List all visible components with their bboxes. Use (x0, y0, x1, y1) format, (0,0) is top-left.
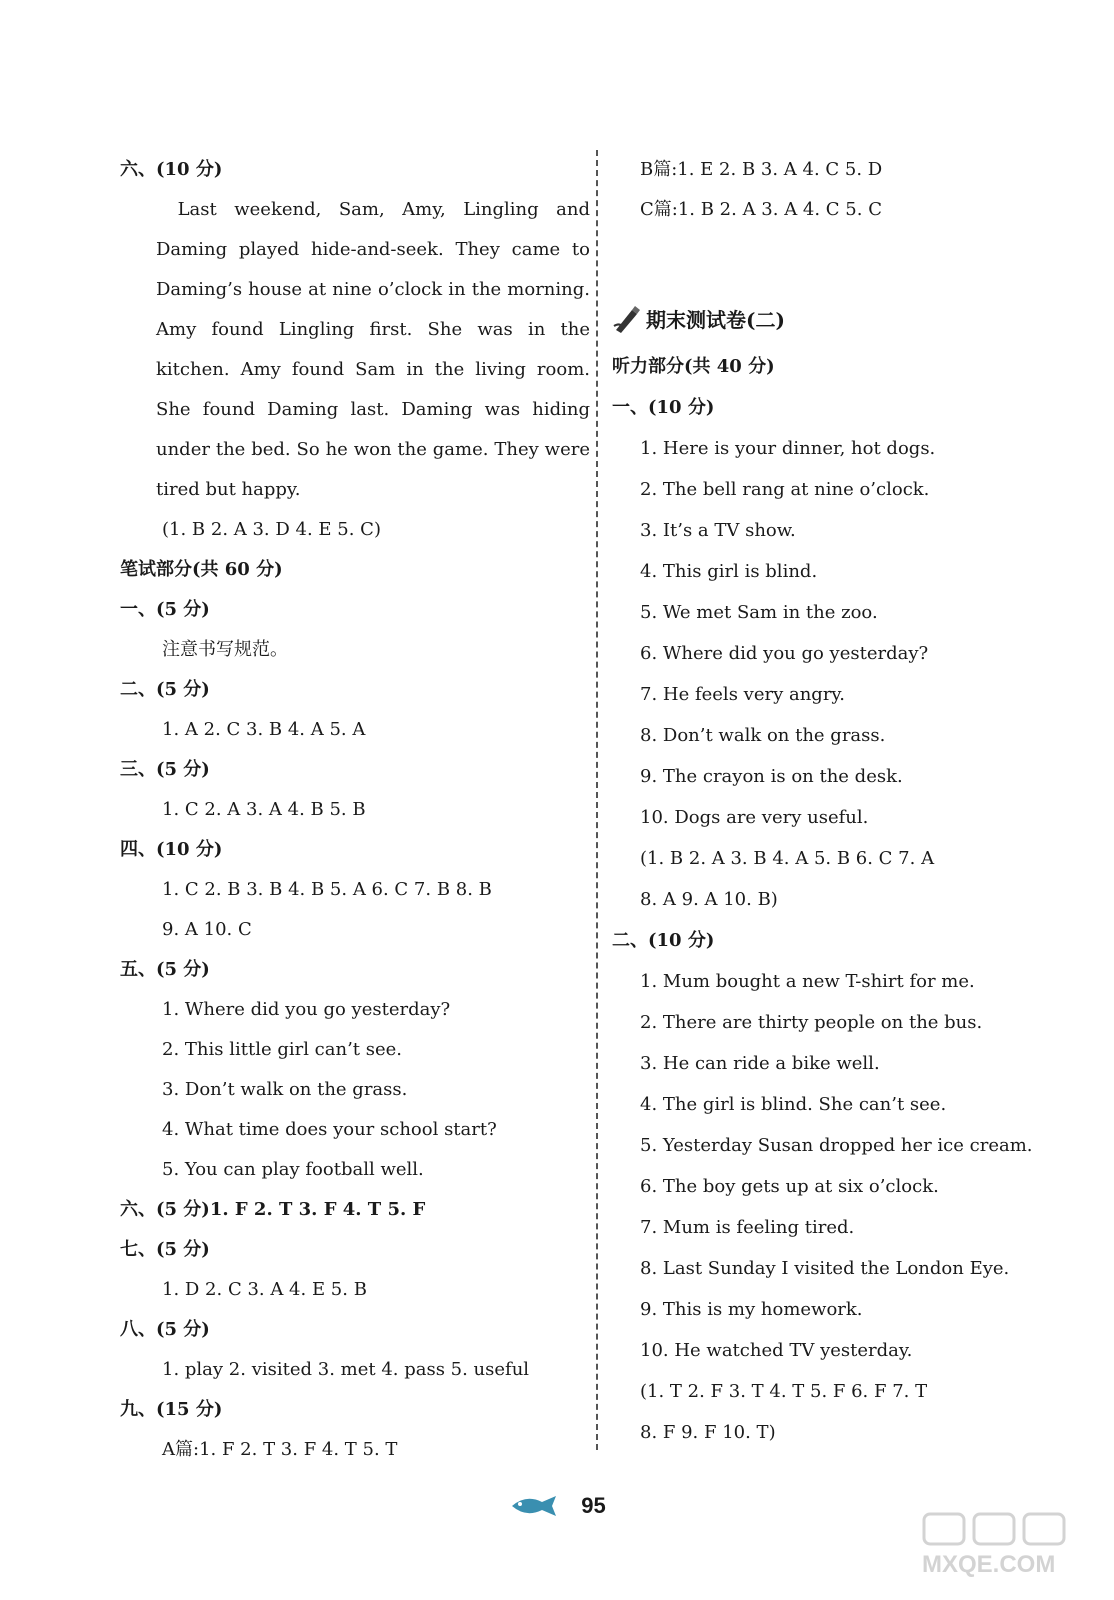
listening-2-item: 9. This is my homework. (640, 1299, 863, 1320)
listening-1-item: 9. The crayon is on the desk. (640, 766, 903, 787)
written-9-part-c: C篇:1. B 2. A 3. A 4. C 5. C (640, 199, 882, 220)
written-6-line: 六、(5 分)1. F 2. T 3. F 4. T 5. F (120, 1199, 426, 1220)
written-4-answers-line1: 1. C 2. B 3. B 4. B 5. A 6. C 7. B 8. B (162, 879, 492, 900)
written-1-note: 注意书写规范。 (162, 639, 288, 660)
listening-1-heading: 一、(10 分) (612, 397, 715, 418)
written-3-answers: 1. C 2. A 3. A 4. B 5. B (162, 799, 366, 820)
listening-1-item: 5. We met Sam in the zoo. (640, 602, 878, 623)
written-9-heading: 九、(15 分) (120, 1399, 223, 1420)
written-5-item: 3. Don’t walk on the grass. (162, 1079, 408, 1100)
written-1-heading: 一、(5 分) (120, 599, 210, 620)
section-6-heading: 六、(10 分) (120, 159, 223, 180)
listening-2-item: 4. The girl is blind. She can’t see. (640, 1094, 947, 1115)
listening-1-item: 1. Here is your dinner, hot dogs. (640, 438, 936, 459)
listening-2-item: 3. He can ride a bike well. (640, 1053, 880, 1074)
written-2-answers: 1. A 2. C 3. B 4. A 5. A (162, 719, 366, 740)
listening-1-item: 3. It’s a TV show. (640, 520, 796, 541)
written-4-answers-line2: 9. A 10. C (162, 919, 252, 940)
page-number: 95 (581, 1493, 606, 1518)
listening-1-answers-line1: (1. B 2. A 3. B 4. A 5. B 6. C 7. A (640, 848, 935, 869)
listening-2-item: 6. The boy gets up at six o’clock. (640, 1176, 939, 1197)
listening-2-item: 2. There are thirty people on the bus. (640, 1012, 983, 1033)
listening-1-answers-line2: 8. A 9. A 10. B) (640, 889, 778, 910)
written-7-heading: 七、(5 分) (120, 1239, 210, 1260)
written-5-item: 1. Where did you go yesterday? (162, 999, 451, 1020)
listening-2-item: 1. Mum bought a new T-shirt for me. (640, 971, 975, 992)
site-watermark (914, 1510, 1084, 1580)
listening-1-item: 4. This girl is blind. (640, 561, 818, 582)
written-5-item: 4. What time does your school start? (162, 1119, 497, 1140)
pen-icon (612, 304, 642, 334)
listening-1-item: 10. Dogs are very useful. (640, 807, 869, 828)
listening-2-item: 5. Yesterday Susan dropped her ice cream. (640, 1135, 1033, 1156)
listening-1-item: 8. Don’t walk on the grass. (640, 725, 886, 746)
listening-2-heading: 二、(10 分) (612, 930, 715, 951)
written-8-answers: 1. play 2. visited 3. met 4. pass 5. useful (162, 1359, 530, 1380)
section-title (612, 294, 1062, 346)
section-title-text: 期末测试卷(二) (646, 308, 785, 332)
listening-1-item: 2. The bell rang at nine o’clock. (640, 479, 930, 500)
listening-2-answers-line1: (1. T 2. F 3. T 4. T 5. F 6. F 7. T (640, 1381, 928, 1402)
left-column (120, 150, 590, 1470)
listening-1-item: 7. He feels very angry. (640, 684, 845, 705)
listening-2-answers-line2: 8. F 9. F 10. T) (640, 1422, 776, 1443)
right-column (612, 150, 1062, 1453)
written-9-part-a: A篇:1. F 2. T 3. F 4. T 5. T (162, 1439, 398, 1460)
listening-1-item: 6. Where did you go yesterday? (640, 643, 929, 664)
written-3-heading: 三、(5 分) (120, 759, 210, 780)
written-7-answers: 1. D 2. C 3. A 4. E 5. B (162, 1279, 367, 1300)
spacer (612, 230, 1062, 294)
reading-passage: Last weekend, Sam, Amy, Lingling and Daming played hide-and-seek. They came to Daming’s house at nine o’clock in the morning. Amy found Lingling first. She was in the kitchen. Amy found Sam in the living room. She found Daming last. Daming was hiding under the bed. So he won the game. They were tired but happy. (156, 199, 590, 500)
listening-2-item: 7. Mum is feeling tired. (640, 1217, 855, 1238)
listening-2-item: 8. Last Sunday I visited the London Eye. (640, 1258, 1010, 1279)
written-part-heading: 笔试部分(共 60 分) (120, 559, 283, 580)
written-2-heading: 二、(5 分) (120, 679, 210, 700)
written-9-part-b: B篇:1. E 2. B 3. A 4. C 5. D (640, 159, 883, 180)
column-divider (596, 150, 598, 1450)
written-8-heading: 八、(5 分) (120, 1319, 210, 1340)
written-5-item: 5. You can play football well. (162, 1159, 424, 1180)
listening-2-item: 10. He watched TV yesterday. (640, 1340, 913, 1361)
section-6-answers: (1. B 2. A 3. D 4. E 5. C) (162, 519, 381, 540)
listening-part-heading: 听力部分(共 40 分) (612, 356, 775, 377)
written-5-heading: 五、(5 分) (120, 959, 210, 980)
fish-icon (508, 1492, 564, 1520)
written-4-heading: 四、(10 分) (120, 839, 223, 860)
watermark-text: MXQE.COM (922, 1551, 1056, 1578)
written-5-item: 2. This little girl can’t see. (162, 1039, 403, 1060)
